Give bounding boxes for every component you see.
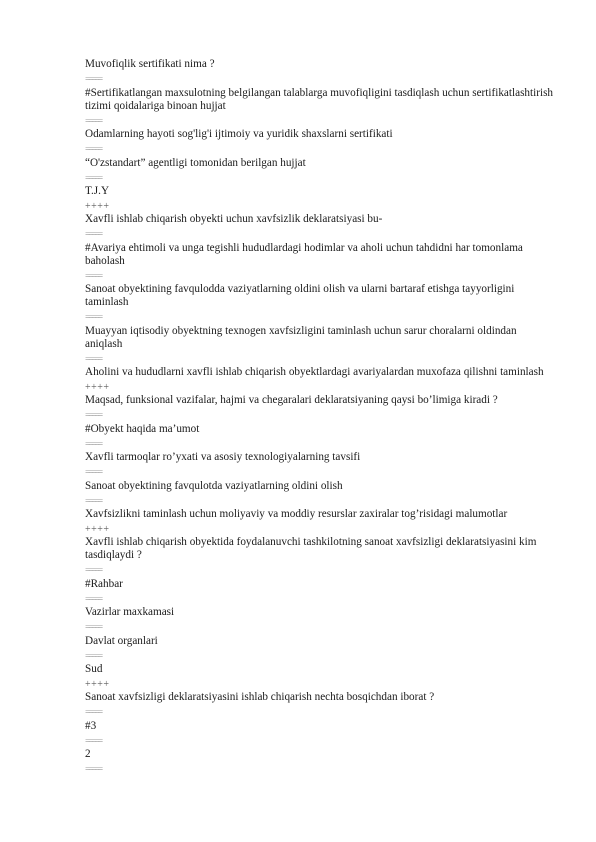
separator-equals: ===== bbox=[85, 650, 101, 662]
separator-equals: ===== bbox=[85, 467, 101, 478]
separator-equals: ===== bbox=[85, 74, 101, 85]
separator-equals: ===== bbox=[85, 495, 101, 507]
document-line: Odamlarning hayoti sog'lig'i ijtimoiy va yuridik shaxslarni sertifikati bbox=[85, 128, 393, 140]
document-line: T.J.Y bbox=[85, 185, 110, 197]
separator-equals: ===== bbox=[85, 735, 101, 747]
separator-equals: ===== bbox=[85, 353, 101, 365]
document-line: #Obyekt haqida ma’umot bbox=[85, 422, 200, 435]
document-line: Xavfli tarmoqlar ro’yxati va asosiy texnologiyalarning tavsifi bbox=[85, 451, 361, 463]
document-line: Xavfsizlikni taminlash uchun moliyaviy va moddiy resurslar zaxiralar tog’risidagi malumotlar bbox=[85, 508, 508, 520]
separator-equals: ===== bbox=[85, 622, 101, 633]
document-line: Muvofiqlik sertifikati nima ? bbox=[85, 58, 215, 70]
separator-equals: ===== bbox=[85, 593, 101, 605]
document-line: Aholini va hududlarni xavfli ishlab chiqarish obyektlardagi avariyalardan muxofaza qilishni taminlash bbox=[85, 366, 544, 378]
separator-equals: ===== bbox=[85, 270, 101, 282]
separator-equals: ===== bbox=[85, 115, 101, 127]
separator-plus: ++++ bbox=[85, 382, 110, 393]
separator-equals: ===== bbox=[85, 707, 101, 718]
separator-equals: ===== bbox=[85, 312, 101, 323]
document-line: #Rahbar bbox=[85, 577, 123, 590]
separator-equals: ===== bbox=[85, 229, 101, 240]
document-page bbox=[85, 58, 555, 777]
document-line: #Sertifikatlangan maxsulotning belgilangan talablarga muvofiqligini tasdiqlash uchun sertifikatlashtirish tizimi qoidalariga binoan hujjat bbox=[85, 86, 554, 112]
document-line: Xavfli ishlab chiqarish obyekti uchun xavfsizlik deklaratsiyasi bu- bbox=[85, 213, 383, 225]
document-line: Maqsad, funksional vazifalar, hajmi va chegaralari deklaratsiyaning qaysi bo’limiga kiradi ? bbox=[85, 394, 498, 406]
separator-equals: ===== bbox=[85, 565, 101, 576]
separator-equals: ===== bbox=[85, 438, 101, 450]
separator-equals: ===== bbox=[85, 410, 101, 421]
separator-plus: ++++ bbox=[85, 201, 110, 212]
document-line: Sanoat xavfsizligi deklaratsiyasini ishlab chiqarish nechta bosqichdan iborat ? bbox=[85, 691, 435, 703]
document-line: Muayyan iqtisodiy obyektning texnogen xavfsizligini taminlash uchun sarur choralarni oldindan aniqlash bbox=[85, 324, 517, 350]
separator-plus: ++++ bbox=[85, 679, 110, 690]
separator-equals: ===== bbox=[85, 172, 101, 184]
document-line: Vazirlar maxkamasi bbox=[85, 606, 175, 618]
document-line: Davlat organlari bbox=[85, 634, 158, 647]
separator-equals: ===== bbox=[85, 144, 101, 155]
document-line: Sanoat obyektining favqulotda vaziyatlarning oldini olish bbox=[85, 479, 343, 492]
document-line: Xavfli ishlab chiqarish obyektida foydalanuvchi tashkilotning sanoat xavfsizligi deklaratsiyasini kim tasdiqlaydi ? bbox=[85, 536, 537, 561]
document-line: Sud bbox=[85, 663, 103, 675]
separator-plus: ++++ bbox=[85, 524, 110, 535]
document-line: 2 bbox=[85, 748, 91, 760]
document-line: #Avariya ehtimoli va unga tegishli hududlardagi hodimlar va aholi uchun tahdidni har tomonlama baholash bbox=[85, 241, 523, 267]
document-line: #3 bbox=[85, 719, 97, 732]
document-line: “O'zstandart” agentligi tomonidan berilgan hujjat bbox=[85, 156, 306, 169]
separator-equals: ===== bbox=[85, 764, 101, 775]
document-line: Sanoat obyektining favqulodda vaziyatlarning oldini olish va ularni bartaraf etishga tayyorligini taminlash bbox=[85, 283, 515, 308]
